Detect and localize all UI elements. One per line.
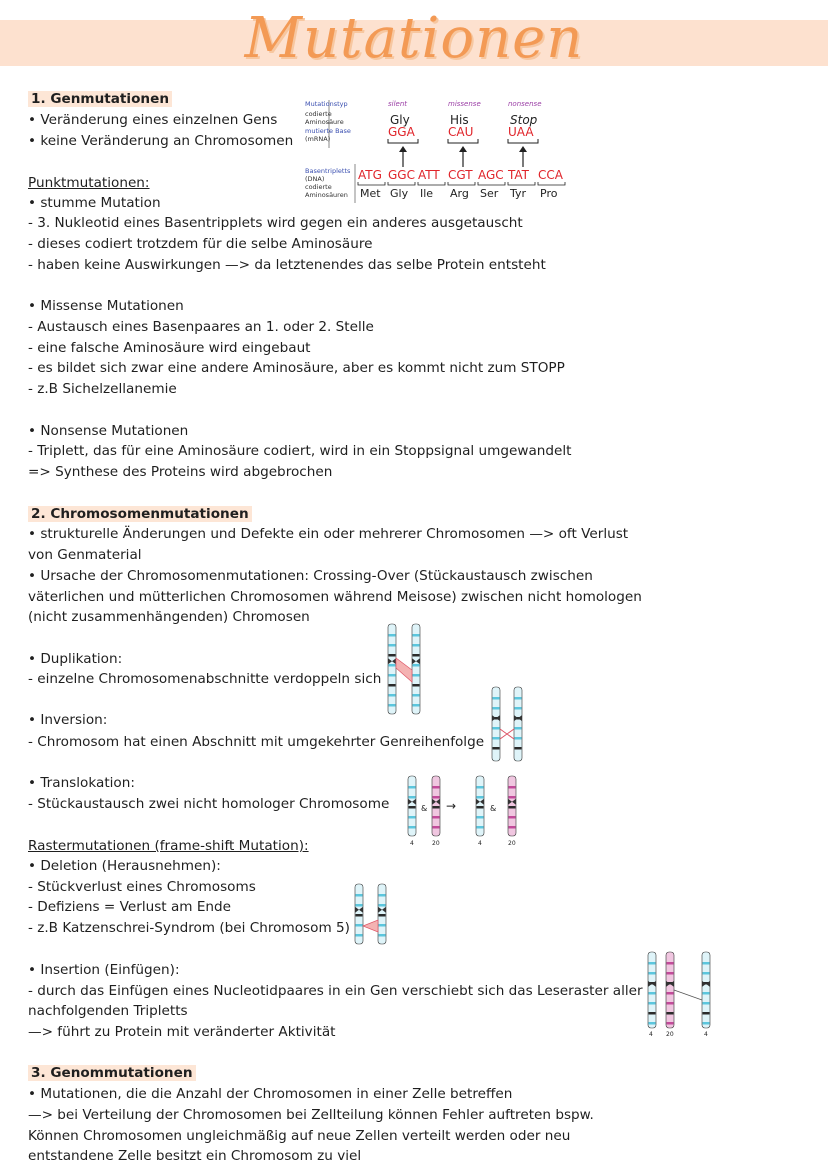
type-silent: silent (388, 100, 408, 108)
chromosome-band (409, 786, 416, 789)
amino-acid: Pro (540, 187, 558, 200)
chromosome-band (649, 1012, 656, 1015)
type-missense: missense (448, 100, 481, 108)
chromosome-20-after (508, 776, 516, 836)
mrna-brackets (388, 139, 538, 143)
dna-triplet: CGT (448, 168, 473, 182)
label-4: 4 (649, 1031, 653, 1038)
amino-acid: Arg (450, 187, 469, 200)
point-mutation-diagram (300, 96, 580, 206)
nonsense-heading: • Nonsense Mutationen (28, 423, 189, 439)
deletion-line-2: - Defiziens = Verlust am Ende (28, 899, 232, 915)
chromosome-20 (432, 776, 440, 836)
label-20-after: 20 (508, 840, 516, 847)
label-codierte-2: codierte (305, 183, 332, 191)
chromosome-band (379, 904, 386, 907)
chromosome-band (409, 826, 416, 829)
dna-triplet: ATT (418, 168, 440, 182)
type-nonsense: nonsense (508, 100, 542, 108)
chromosome-outline (388, 624, 396, 714)
label-mutierte-base: mutierte Base (305, 127, 351, 135)
insertion-line-2: nachfolgenden Tripletts (28, 1003, 188, 1019)
duplication-illustration (384, 622, 430, 716)
sec3-line-3: Können Chromosomen ungleichmäßig auf neue Zellen verteilt werden oder neu (28, 1128, 571, 1144)
missense-line-4: - z.B Sichelzellanemie (28, 381, 177, 397)
chromosome-band (703, 962, 710, 965)
label-mutationstyp: Mutationstyp (305, 100, 348, 108)
dna-triplet: AGC (478, 168, 504, 182)
chromosome-band (413, 704, 420, 707)
stumm-heading: • stumme Mutation (28, 195, 161, 211)
aa-gly: Gly (390, 113, 410, 127)
chromosome-band (433, 826, 440, 829)
aa-his: His (450, 113, 469, 127)
amino-acid: Ser (480, 187, 499, 200)
nonsense-line-1: - Triplett, das für eine Aminosäure codiert, wird in ein Stoppsignal umgewandelt (28, 443, 572, 459)
dna-triplet: ATG (358, 168, 382, 182)
chromosome-band (649, 972, 656, 975)
amino-acid: Tyr (510, 187, 527, 200)
label-aminosaeure: Aminosäure (305, 118, 344, 126)
chromosome-band (389, 644, 396, 647)
punkt-heading: Punktmutationen: (28, 175, 150, 191)
insertion-line-1: - durch das Einfügen eines Nucleotidpaares in ein Gen verschiebt sich das Leseraster aller (28, 983, 643, 999)
chromosome-band (409, 816, 416, 819)
label-4-after: 4 (478, 840, 482, 847)
chromosome-band (509, 816, 516, 819)
missense-heading: • Missense Mutationen (28, 298, 184, 314)
duplication-connector (396, 658, 412, 682)
stumm-line-2: - dieses codiert trotzdem für die selbe Aminosäure (28, 236, 373, 252)
sec2-line-1: • strukturelle Änderungen und Defekte ein oder mehrerer Chromosomen —> oft Verlust (28, 526, 629, 542)
chromosome-band (649, 962, 656, 965)
label-codierte: codierte (305, 110, 332, 118)
label-20: 20 (432, 840, 440, 847)
label-mrna: (mRNA) (305, 135, 331, 143)
chromosome-band (389, 684, 396, 687)
chromosome-band (356, 894, 363, 897)
deletion-line-3: - z.B Katzenschrei-Syndrom (bei Chromosom 5) (28, 920, 350, 936)
sec3-line-1: • Mutationen, die die Anzahl der Chromosomen in einer Zelle betreffen (28, 1086, 513, 1102)
missense-line-1: - Austausch eines Basenpaares an 1. oder 2. Stelle (28, 319, 374, 335)
chromosome-band (509, 806, 516, 809)
label-20: 20 (666, 1031, 674, 1038)
chromosome-band (493, 737, 500, 740)
chromosome-band (649, 992, 656, 995)
chromosome-band (356, 934, 363, 937)
arrow-heads (399, 146, 527, 152)
deletion-heading: • Deletion (Herausnehmen): (28, 858, 221, 874)
triplet-bracket (478, 182, 505, 185)
chromosome-band (649, 1022, 656, 1025)
chromosome-band (477, 796, 484, 799)
chromosome-band (356, 914, 363, 917)
chromosome-band (379, 924, 386, 927)
chromosome-band (413, 664, 420, 667)
chromosome-4-inserted (702, 952, 710, 1028)
chromosome-band (509, 796, 516, 799)
chromosome-band (356, 924, 363, 927)
chromosome-band (493, 707, 500, 710)
sec2-line-4: väterlichen und mütterlichen Chromosomen während Meisose) zwischen nicht homologen (28, 589, 642, 605)
chromosome-band (413, 654, 420, 657)
chromosome-band (389, 654, 396, 657)
chromosome-band (433, 806, 440, 809)
triplet-bracket (358, 182, 385, 185)
chromosome-normal (492, 687, 500, 761)
chromosome-band (667, 1012, 674, 1015)
chromosome-band (703, 972, 710, 975)
chromosome-band (493, 747, 500, 750)
dna-triplet: CCA (538, 168, 563, 182)
chromosome-band (389, 634, 396, 637)
chromosome-band (515, 727, 522, 730)
chromosome-band (667, 992, 674, 995)
insertion-connector (674, 990, 702, 1000)
translocation-line: - Stückaustausch zwei nicht homologer Chromosome (28, 796, 390, 812)
mrna-uaa: UAA (508, 125, 534, 139)
chromosome-band (509, 786, 516, 789)
chromosome-band (409, 796, 416, 799)
chromosome-band (433, 786, 440, 789)
chromosome-band (509, 826, 516, 829)
chromosome-band (389, 694, 396, 697)
chromosome-band (413, 644, 420, 647)
dna-triplet: TAT (508, 168, 530, 182)
chromosome-band (379, 894, 386, 897)
amino-acid: Ile (420, 187, 434, 200)
mrna-gga: GGA (388, 125, 415, 139)
chromosome-outline (412, 624, 420, 714)
chromosome-20 (666, 952, 674, 1028)
inversion-heading: • Inversion: (28, 712, 108, 728)
page-title: Mutationen (244, 6, 584, 71)
insertion-illustration (644, 950, 714, 1038)
chromosome-band (413, 694, 420, 697)
chromosome-band (477, 806, 484, 809)
dna-triplet-row (358, 168, 565, 185)
chromosome-band (493, 727, 500, 730)
chromosome-band (515, 697, 522, 700)
insertion-line-3: —> führt zu Protein mit veränderter Aktivität (28, 1024, 336, 1040)
chromosome-band (649, 1002, 656, 1005)
chromosome-band (379, 914, 386, 917)
label-basentripletts: Basentripletts (305, 167, 351, 175)
chromosome-band (703, 992, 710, 995)
chromosome-band (667, 1002, 674, 1005)
sec1-b2: • keine Veränderung an Chromosomen (28, 133, 294, 149)
deletion-line-1: - Stückverlust eines Chromosoms (28, 879, 256, 895)
chromosome-band (515, 737, 522, 740)
inversion-line: - Chromosom hat einen Abschnitt mit umgekehrter Genreihenfolge (28, 734, 485, 750)
sec1-heading: 1. Genmutationen (28, 91, 172, 108)
chromosome-4-after (476, 776, 484, 836)
missense-line-2: - eine falsche Aminosäure wird eingebaut (28, 340, 311, 356)
chromosome-band (379, 934, 386, 937)
sec3-line-4: entstandene Zelle besitzt ein Chromosom zu viel (28, 1148, 362, 1164)
mrna-cau: CAU (448, 125, 474, 139)
chromosome-band (477, 816, 484, 819)
chromosome-band (703, 1012, 710, 1015)
triplet-bracket (418, 182, 445, 185)
deletion-illustration (352, 882, 394, 946)
chromosome-band (433, 816, 440, 819)
triplet-bracket (388, 182, 415, 185)
chromosome-band (409, 806, 416, 809)
nonsense-line-2: => Synthese des Proteins wird abgebrochen (28, 464, 333, 480)
chromosome-4 (648, 952, 656, 1028)
translocation-arrow: → (446, 799, 457, 813)
sec3-line-2: —> bei Verteilung der Chromosomen bei Zellteilung können Fehler auftreten bspw. (28, 1107, 594, 1123)
triplet-bracket (538, 182, 565, 185)
duplication-line: - einzelne Chromosomenabschnitte verdoppeln sich (28, 671, 382, 687)
chromosome-band (667, 1022, 674, 1025)
translocation-illustration (404, 774, 526, 848)
amp-1: & (421, 804, 428, 813)
chromosome-band (667, 972, 674, 975)
inversion-connector (500, 729, 514, 739)
chromosome-inverted (514, 687, 522, 761)
sec3-heading: 3. Genommutationen (28, 1065, 196, 1082)
deletion-connector (363, 920, 378, 932)
chromosome-band (703, 1002, 710, 1005)
inversion-illustration (490, 685, 530, 763)
chromosome-band (667, 962, 674, 965)
chromosome-normal (388, 624, 396, 714)
stumm-line-3: - haben keine Auswirkungen —> da letztenendes das selbe Protein entsteht (28, 257, 546, 273)
sec2-line-5: (nicht zusammenhängenden) Chromosen (28, 609, 310, 625)
sec2-line-2: von Genmaterial (28, 547, 142, 563)
chromosome-band (493, 697, 500, 700)
chromosome-band (389, 704, 396, 707)
translocation-heading: • Translokation: (28, 775, 135, 791)
label-4: 4 (410, 840, 414, 847)
amp-2: & (490, 804, 497, 813)
amino-acid-row (360, 187, 558, 200)
sec2-line-3: • Ursache der Chromosomenmutationen: Crossing-Over (Stückaustausch zwischen (28, 568, 593, 584)
chromosome-band (413, 684, 420, 687)
chromosome-band (413, 674, 420, 677)
duplication-heading: • Duplikation: (28, 651, 123, 667)
chromosome-band (413, 634, 420, 637)
label-4-inserted: 4 (704, 1031, 708, 1038)
chromosome-duplicated (412, 624, 420, 714)
missense-line-3: - es bildet sich zwar eine andere Aminosäure, aber es kommt nicht zum STOPP (28, 360, 565, 376)
chromosome-band (389, 674, 396, 677)
chromosome-4 (408, 776, 416, 836)
chromosome-band (515, 707, 522, 710)
stumm-line-1: - 3. Nukleotid eines Basentripplets wird gegen ein anderes ausgetauscht (28, 215, 523, 231)
chromosome-band (703, 1022, 710, 1025)
chromosome-band (389, 664, 396, 667)
amino-acid: Met (360, 187, 381, 200)
amino-acid: Gly (390, 187, 409, 200)
sec2-heading: 2. Chromosomenmutationen (28, 506, 252, 523)
triplet-bracket (508, 182, 535, 185)
chromosome-band (515, 747, 522, 750)
label-dna: (DNA) (305, 175, 325, 183)
dna-triplet: GGC (388, 168, 415, 182)
chromosome-band (477, 786, 484, 789)
raster-heading: Rastermutationen (frame-shift Mutation): (28, 838, 309, 854)
chromosome-5 (355, 884, 363, 944)
sec1-b1: • Veränderung eines einzelnen Gens (28, 112, 278, 128)
chromosome-band (433, 796, 440, 799)
label-aminosaeuren: Aminosäuren (305, 191, 348, 199)
chromosome-5-deleted (378, 884, 386, 944)
chromosome-band (477, 826, 484, 829)
triplet-bracket (448, 182, 475, 185)
aa-stop: Stop (510, 113, 538, 127)
insertion-heading: • Insertion (Einfügen): (28, 962, 180, 978)
chromosome-band (356, 904, 363, 907)
